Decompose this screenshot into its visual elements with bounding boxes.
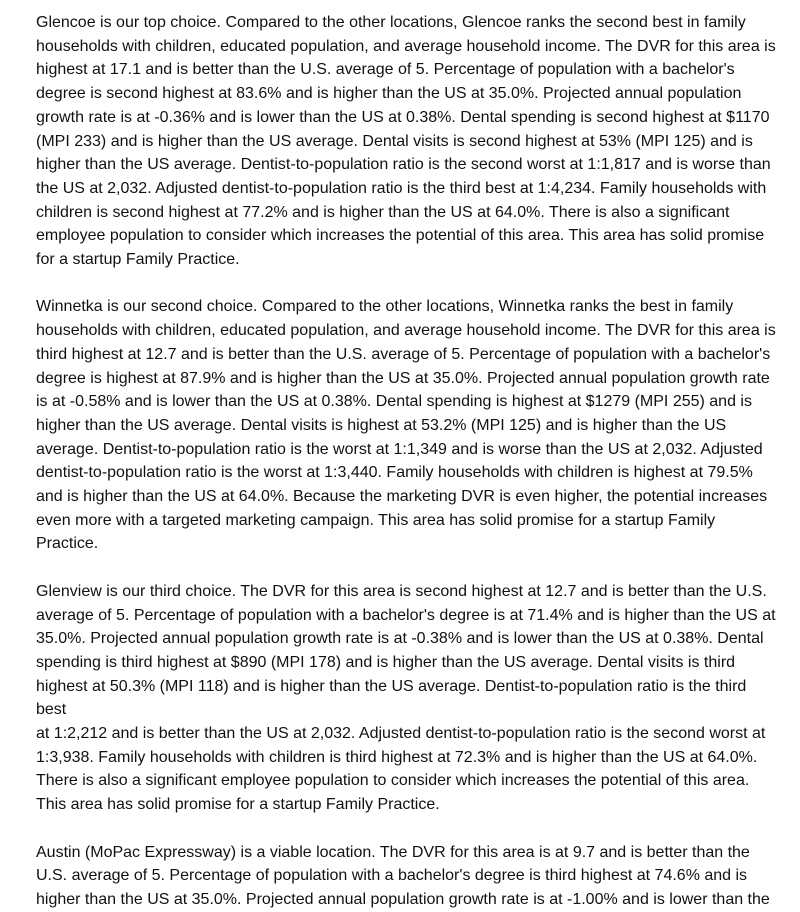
paragraph-winnetka: Winnetka is our second choice. Compared to the other locations, Winnetka ranks the best in family households with children, educated population, and average household income. The DVR for this area is third highest at 12.7 and is better than the U.S. average of 5. Percentage of population with a bachelor's degree is highest at 87.9% and is higher than the US at 35.0%. Projected annual population growth rate is at -0.58% and is lower than the US at 0.38%. Dental spending is highest at $1279 (MPI 255) and is higher than the US average. Dental visits is highest at 53.2% (MPI 125) and is higher than the US average. Dentist-to-population ratio is the worst at 1:1,349 and is worse than the US at 2,032. Adjusted dentist-to-population ratio is the worst at 1:3,440. Family households with children is highest at 79.5% and is higher than the US at 64.0%. Because the marketing DVR is even higher, the potential increases even more with a targeted marketing campaign. This area has solid promise for a startup Family Practice.	[36, 298, 776, 553]
paragraph-glencoe: Glencoe is our top choice. Compared to the other locations, Glencoe ranks the second best in family households with children, educated population, and average household income. The DVR for this area is highest at 17.1 and is better than the U.S. average of 5. Percentage of population with a bachelor's degree is second highest at 83.6% and is higher than the US at 35.0%. Projected annual population growth rate is at -0.36% and is lower than the US at 0.38%. Dental spending is second highest at $1170 (MPI 233) and is higher than the US average. Dental visits is second highest at 53% (MPI 125) and is higher than the US average. Dentist-to-population ratio is the second worst at 1:1,817 and is worse than the US at 2,032. Adjusted dentist-to-population ratio is the third best at 1:4,234. Family households with children is second highest at 77.2% and is higher than the US at 64.0%. There is also a significant employee population to consider which increases the potential of this area. This area has solid promise for a startup Family Practice.	[36, 14, 776, 269]
paragraph-glenview: Glenview is our third choice. The DVR for this area is second highest at 12.7 and is better than the U.S. average of 5. Percentage of population with a bachelor's degree is at 71.4% and is higher than the US at 35.0%. Projected annual population growth rate is at -0.38% and is lower than the US at 0.38%. Dental spending is third highest at $890 (MPI 178) and is higher than the US average. Dental visits is third highest at 50.3% (MPI 118) and is higher than the US average. Dentist-to-population ratio is the third best at 1:2,212 and is better than the US at 2,032. Adjusted dentist-to-population ratio is the second worst at 1:3,938. Family households with children is third highest at 72.3% and is higher than the US at 64.0%. There is also a significant employee population to consider which increases the potential of this area. This area has solid promise for a startup Family Practice.	[36, 582, 776, 814]
paragraph-austin: Austin (MoPac Expressway) is a viable location. The DVR for this area is at 9.7 and is better than the U.S. average of 5. Percentage of population with a bachelor's degree is third highest at 74.6% and is higher than the US at 35.0%. Projected annual population growth rate is at -1.00% and is lower than the	[36, 843, 770, 908]
